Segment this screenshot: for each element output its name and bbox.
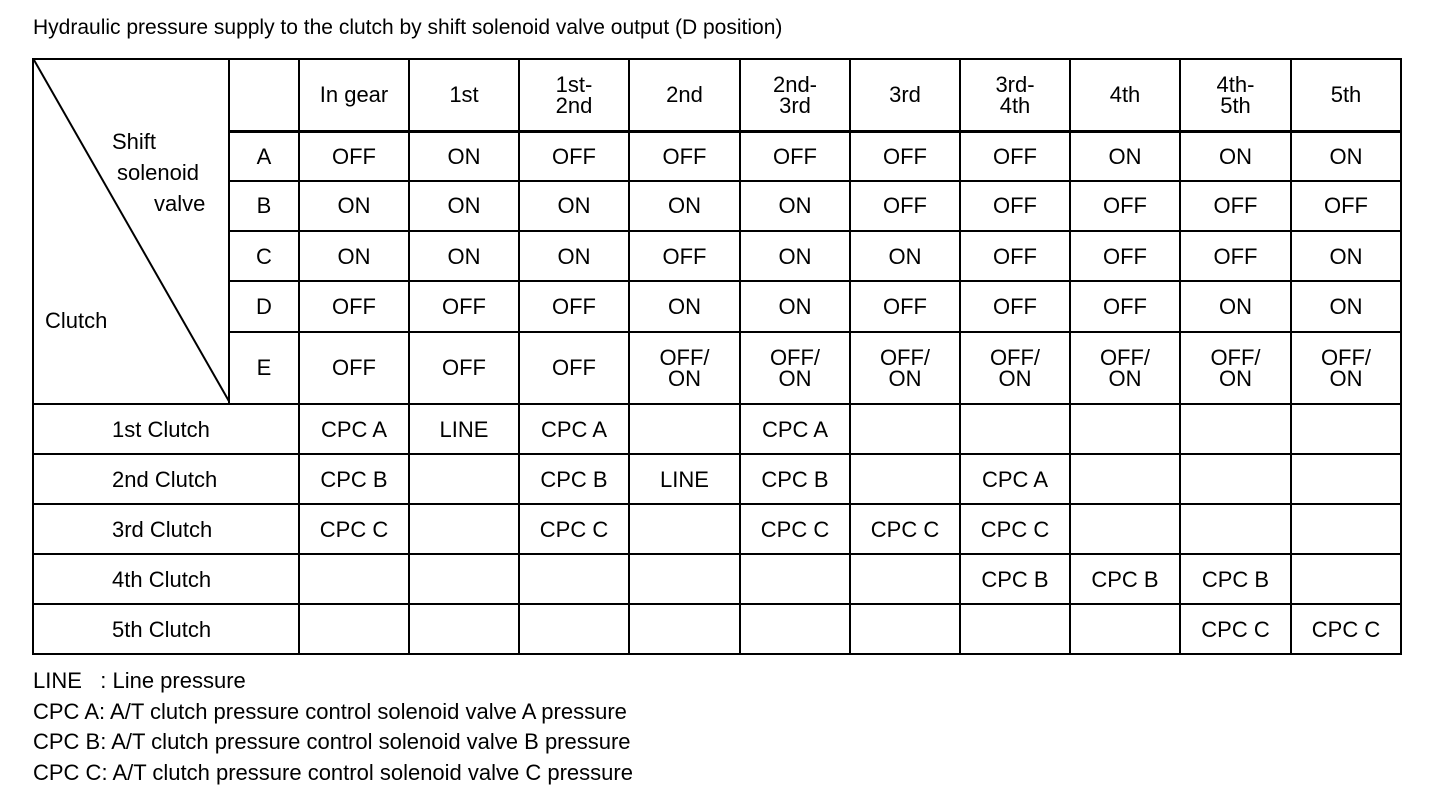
solenoid-state-cell: OFF — [1070, 181, 1180, 231]
solenoid-state-cell: ON — [629, 281, 740, 331]
clutch-pressure-cell: CPC A — [519, 404, 629, 454]
solenoid-state-cell: OFF — [1180, 231, 1291, 281]
page-title: Hydraulic pressure supply to the clutch by shift solenoid valve output (D position) — [33, 16, 783, 39]
clutch-pressure-cell — [519, 554, 629, 604]
clutch-pressure-cell: CPC A — [740, 404, 850, 454]
solenoid-state-cell: ON — [409, 181, 519, 231]
clutch-pressure-cell — [1070, 454, 1180, 504]
solenoid-state-cell — [740, 332, 850, 404]
solenoid-state-cell: OFF — [629, 131, 740, 180]
solenoid-state-cell: OFF — [299, 131, 409, 180]
cell-text-line: ON — [888, 365, 922, 391]
clutch-row — [33, 404, 1401, 454]
solenoid-state-cell: OFF — [960, 281, 1070, 331]
solenoid-row — [33, 332, 1401, 404]
solenoid-state-cell — [1180, 332, 1291, 404]
cell-text-line: 2nd- — [772, 71, 818, 97]
solenoid-state-cell: ON — [519, 231, 629, 281]
cell-text-line: ON — [1219, 365, 1252, 391]
solenoid-row — [33, 181, 1401, 231]
clutch-pressure-cell — [409, 604, 519, 654]
clutch-pressure-cell — [519, 604, 629, 654]
column-header — [1180, 59, 1291, 131]
legend-item: CPC B: A/T clutch pressure control solenoid valve B pressure — [33, 729, 631, 754]
cell-text-line: 4th- — [1216, 71, 1255, 97]
clutch-axis-label: Clutch — [45, 308, 108, 333]
clutch-pressure-cell — [409, 504, 519, 554]
clutch-pressure-cell: CPC B — [519, 454, 629, 504]
legend-item: CPC A: A/T clutch pressure control solenoid valve A pressure — [33, 698, 627, 724]
solenoid-state-cell: OFF — [629, 231, 740, 281]
solenoid-state-cell — [1291, 332, 1401, 404]
solenoid-state-cell: OFF — [409, 281, 519, 331]
clutch-pressure-cell: CPC B — [299, 454, 409, 504]
clutch-pressure-cell — [1291, 404, 1401, 454]
solenoid-state-cell: OFF — [850, 131, 960, 180]
cell-text-line: ON — [998, 365, 1032, 391]
clutch-pressure-cell — [409, 554, 519, 604]
clutch-pressure-cell: CPC C — [1291, 604, 1401, 654]
legend — [33, 666, 633, 788]
clutch-pressure-cell — [1070, 504, 1180, 554]
clutch-pressure-cell — [1291, 504, 1401, 554]
solenoid-state-cell: ON — [1291, 231, 1401, 281]
clutch-pressure-cell — [1070, 604, 1180, 654]
clutch-pressure-cell — [850, 554, 960, 604]
cell-text-line: OFF/ — [1099, 344, 1151, 370]
clutch-pressure-cell — [409, 454, 519, 504]
diagonal-line — [34, 60, 230, 403]
clutch-pressure-cell: CPC B — [1070, 554, 1180, 604]
clutch-pressure-cell — [629, 554, 740, 604]
clutch-label: 2nd Clutch — [33, 454, 299, 504]
clutch-row — [33, 554, 1401, 604]
column-header: 2nd — [629, 59, 740, 131]
shift-label-line: solenoid — [117, 160, 199, 185]
clutch-pressure-cell: CPC B — [960, 554, 1070, 604]
clutch-pressure-cell: CPC C — [1180, 604, 1291, 654]
solenoid-state-cell: ON — [1291, 281, 1401, 331]
cell-text-line: OFF/ — [879, 344, 931, 370]
clutch-label: 3rd Clutch — [33, 504, 299, 554]
solenoid-state-cell: ON — [299, 181, 409, 231]
solenoid-row — [33, 231, 1401, 281]
solenoid-label: C — [229, 231, 299, 281]
clutch-pressure-cell: CPC A — [960, 454, 1070, 504]
solenoid-state-cell: OFF — [960, 181, 1070, 231]
clutch-pressure-cell: CPC A — [299, 404, 409, 454]
solenoid-state-cell: ON — [850, 231, 960, 281]
solenoid-label: A — [229, 131, 299, 180]
clutch-pressure-cell: CPC C — [740, 504, 850, 554]
solenoid-state-cell: OFF — [960, 131, 1070, 180]
shift-label-line: valve — [154, 191, 206, 216]
solenoid-state-cell — [960, 332, 1070, 404]
header-blank-cell — [229, 59, 299, 131]
corner-cell — [33, 59, 229, 404]
solenoid-state-cell: OFF — [850, 281, 960, 331]
clutch-pressure-cell — [1291, 454, 1401, 504]
solenoid-state-cell: ON — [740, 231, 850, 281]
clutch-pressure-cell — [850, 454, 960, 504]
cell-text-line: ON — [1108, 365, 1142, 391]
cell-text-line: OFF/ — [769, 344, 821, 370]
clutch-pressure-cell — [299, 604, 409, 654]
column-header: 4th — [1070, 59, 1180, 131]
solenoid-state-cell — [1070, 332, 1180, 404]
solenoid-state-cell: OFF — [299, 281, 409, 331]
header-row — [33, 59, 1401, 131]
cell-text-line: 2nd — [555, 92, 593, 118]
solenoid-state-cell: ON — [740, 181, 850, 231]
solenoid-label: D — [229, 281, 299, 331]
cell-text-line: ON — [778, 365, 812, 391]
clutch-row — [33, 504, 1401, 554]
clutch-row — [33, 454, 1401, 504]
shift-solenoid-table — [32, 58, 1402, 655]
clutch-label: 1st Clutch — [33, 404, 299, 454]
clutch-pressure-cell — [850, 404, 960, 454]
legend-item: LINE : Line pressure — [33, 668, 246, 693]
column-header: In gear — [299, 59, 409, 131]
clutch-pressure-cell — [740, 554, 850, 604]
clutch-pressure-cell — [1291, 554, 1401, 604]
clutch-pressure-cell — [740, 604, 850, 654]
cell-text-line: 3rd- — [995, 71, 1035, 97]
solenoid-state-cell: ON — [1180, 281, 1291, 331]
shift-label-line: Shift — [112, 129, 157, 154]
clutch-pressure-cell — [1070, 404, 1180, 454]
solenoid-state-cell: OFF — [1291, 181, 1401, 231]
clutch-pressure-cell: CPC C — [519, 504, 629, 554]
solenoid-state-cell: ON — [299, 231, 409, 281]
solenoid-state-cell: OFF — [1070, 281, 1180, 331]
solenoid-state-cell: ON — [1070, 131, 1180, 180]
clutch-pressure-cell: CPC C — [960, 504, 1070, 554]
solenoid-state-cell: OFF — [519, 131, 629, 180]
clutch-pressure-cell — [299, 554, 409, 604]
clutch-pressure-cell: CPC B — [1180, 554, 1291, 604]
clutch-pressure-cell — [629, 504, 740, 554]
clutch-pressure-cell — [850, 604, 960, 654]
solenoid-state-cell: OFF — [519, 332, 629, 404]
clutch-pressure-cell — [960, 604, 1070, 654]
cell-text-line: OFF/ — [659, 344, 710, 370]
solenoid-state-cell: ON — [519, 181, 629, 231]
column-header: 3rd — [850, 59, 960, 131]
solenoid-state-cell: OFF — [850, 181, 960, 231]
solenoid-state-cell: OFF — [1180, 181, 1291, 231]
clutch-pressure-cell — [629, 404, 740, 454]
clutch-row — [33, 604, 1401, 654]
column-header: 1st — [409, 59, 519, 131]
clutch-pressure-cell: LINE — [409, 404, 519, 454]
clutch-label: 4th Clutch — [33, 554, 299, 604]
cell-text-line: OFF/ — [989, 344, 1041, 370]
cell-text-line: 5th — [1220, 92, 1251, 118]
cell-text-line: OFF/ — [1210, 344, 1261, 370]
clutch-pressure-cell — [1180, 504, 1291, 554]
solenoid-state-cell — [850, 332, 960, 404]
solenoid-state-cell: OFF — [299, 332, 409, 404]
solenoid-row — [33, 131, 1401, 180]
column-header — [960, 59, 1070, 131]
cell-text-line: ON — [668, 365, 701, 391]
cell-text-line: OFF/ — [1320, 344, 1372, 370]
solenoid-label: B — [229, 181, 299, 231]
column-header: 5th — [1291, 59, 1401, 131]
clutch-pressure-cell — [629, 604, 740, 654]
clutch-label: 5th Clutch — [33, 604, 299, 654]
clutch-pressure-cell: CPC C — [850, 504, 960, 554]
solenoid-state-cell: OFF — [740, 131, 850, 180]
solenoid-state-cell: ON — [1180, 131, 1291, 180]
legend-item: CPC C: A/T clutch pressure control solenoid valve C pressure — [33, 759, 633, 785]
clutch-pressure-cell — [960, 404, 1070, 454]
clutch-pressure-cell: CPC C — [299, 504, 409, 554]
solenoid-state-cell: ON — [1291, 131, 1401, 180]
solenoid-label: E — [229, 332, 299, 404]
clutch-pressure-cell: LINE — [629, 454, 740, 504]
cell-text-line: 3rd — [779, 92, 811, 118]
solenoid-state-cell: ON — [740, 281, 850, 331]
solenoid-state-cell: OFF — [519, 281, 629, 331]
cell-text-line: 1st- — [555, 71, 593, 97]
solenoid-state-cell — [629, 332, 740, 404]
solenoid-state-cell: ON — [409, 231, 519, 281]
cell-text-line: ON — [1329, 365, 1363, 391]
cell-text-line: 4th — [999, 92, 1031, 118]
solenoid-state-cell: OFF — [1070, 231, 1180, 281]
solenoid-row — [33, 281, 1401, 331]
clutch-pressure-cell — [1180, 404, 1291, 454]
solenoid-state-cell: OFF — [409, 332, 519, 404]
solenoid-state-cell: OFF — [960, 231, 1070, 281]
clutch-pressure-cell: CPC B — [740, 454, 850, 504]
solenoid-state-cell: ON — [629, 181, 740, 231]
column-header — [519, 59, 629, 131]
clutch-pressure-cell — [1180, 454, 1291, 504]
column-header — [740, 59, 850, 131]
shift-solenoid-valve-label — [112, 126, 232, 219]
solenoid-state-cell: ON — [409, 131, 519, 180]
